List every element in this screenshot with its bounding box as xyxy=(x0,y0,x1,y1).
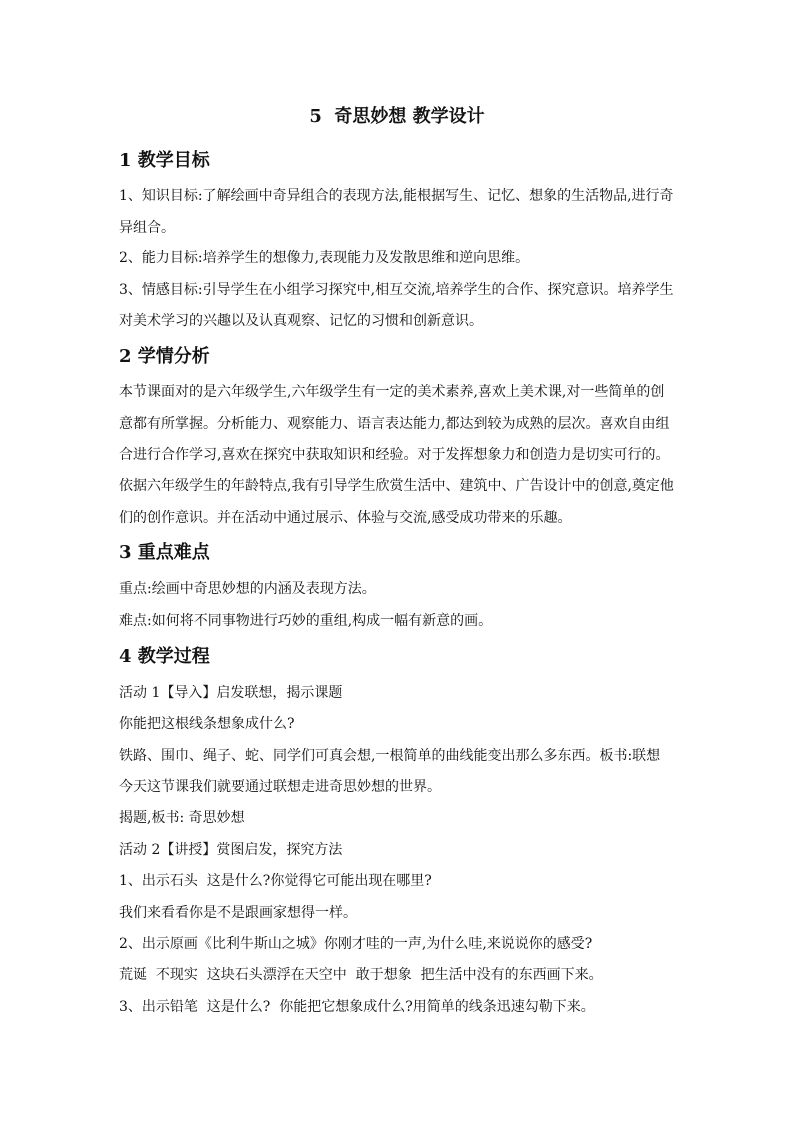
paragraph-line: 活动 2【讲授】赏图启发，探究方法 xyxy=(119,842,343,858)
paragraph-line: 今天这节课我们就要通过联想走进奇思妙想的世界。 xyxy=(119,779,441,795)
paragraph-line: 我们来看看你是不是跟画家想得一样。 xyxy=(119,905,357,921)
paragraph-line: 本节课面对的是六年级学生,六年级学生有一定的美术素养,喜欢上美术课,对一些简单的创 xyxy=(119,384,665,400)
section-heading-objectives: 1 教学目标 xyxy=(119,150,210,171)
paragraph-line: 合进行合作学习,喜欢在探究中获取知识和经验。对于发挥想象力和创造力是切实可行的。 xyxy=(119,447,670,463)
paragraph-line: 对美术学习的兴趣以及认真观察、记忆的习惯和创新意识。 xyxy=(119,313,483,329)
paragraph-line: 意都有所掌握。分析能力、观察能力、语言表达能力,都达到较为成熟的层次。喜欢自由组 xyxy=(119,416,670,432)
paragraph-line: 们的创作意识。并在活动中通过展示、体验与交流,感受成功带来的乐趣。 xyxy=(119,510,572,526)
paragraph-line: 3、情感目标:引导学生在小组学习探究中,相互交流,培养学生的合作、探究意识。培养学生 xyxy=(119,282,674,298)
paragraph-line: 2、能力目标:培养学生的想像力,表现能力及发散思维和逆向思维。 xyxy=(119,250,530,266)
paragraph-line: 3、出示铅笔 这是什么? 你能把它想象成什么?用简单的线条迅速勾勒下来。 xyxy=(119,999,595,1015)
paragraph-line: 异组合。 xyxy=(119,220,175,236)
section-heading-teaching-process: 4 教学过程 xyxy=(119,646,210,667)
paragraph-line: 难点:如何将不同事物进行巧妙的重组,构成一幅有新意的画。 xyxy=(119,613,493,629)
paragraph-line: 活动 1【导入】启发联想，揭示课题 xyxy=(119,685,343,701)
paragraph-line: 重点:绘画中奇思妙想的内涵及表现方法。 xyxy=(119,581,376,597)
paragraph-line: 揭题,板书: 奇思妙想 xyxy=(119,810,245,826)
paragraph-line: 1、出示石头 这是什么?你觉得它可能出现在哪里? xyxy=(119,873,432,889)
document-title: 5 奇思妙想 教学设计 xyxy=(309,106,485,127)
paragraph-line: 2、出示原画《比利牛斯山之城》你刚才哇的一声,为什么哇,来说说你的感受? xyxy=(119,936,593,952)
paragraph-line: 荒诞 不现实 这块石头漂浮在天空中 敢于想象 把生活中没有的东西画下来。 xyxy=(119,967,603,983)
paragraph-line: 依据六年级学生的年龄特点,我有引导学生欣赏生活中、建筑中、广告设计中的创意,奠定他 xyxy=(119,478,674,494)
paragraph-line: 你能把这根线条想象成什么? xyxy=(119,716,295,732)
section-heading-student-analysis: 2 学情分析 xyxy=(119,346,210,367)
paragraph-line: 1、知识目标:了解绘画中奇异组合的表现方法,能根据写生、记忆、想象的生活物品,进行奇 xyxy=(119,188,674,204)
section-heading-key-points: 3 重点难点 xyxy=(119,542,210,563)
paragraph-line: 铁路、围巾、绳子、蛇、同学们可真会想,一根简单的曲线能变出那么多东西。板书:联想 xyxy=(119,748,661,764)
